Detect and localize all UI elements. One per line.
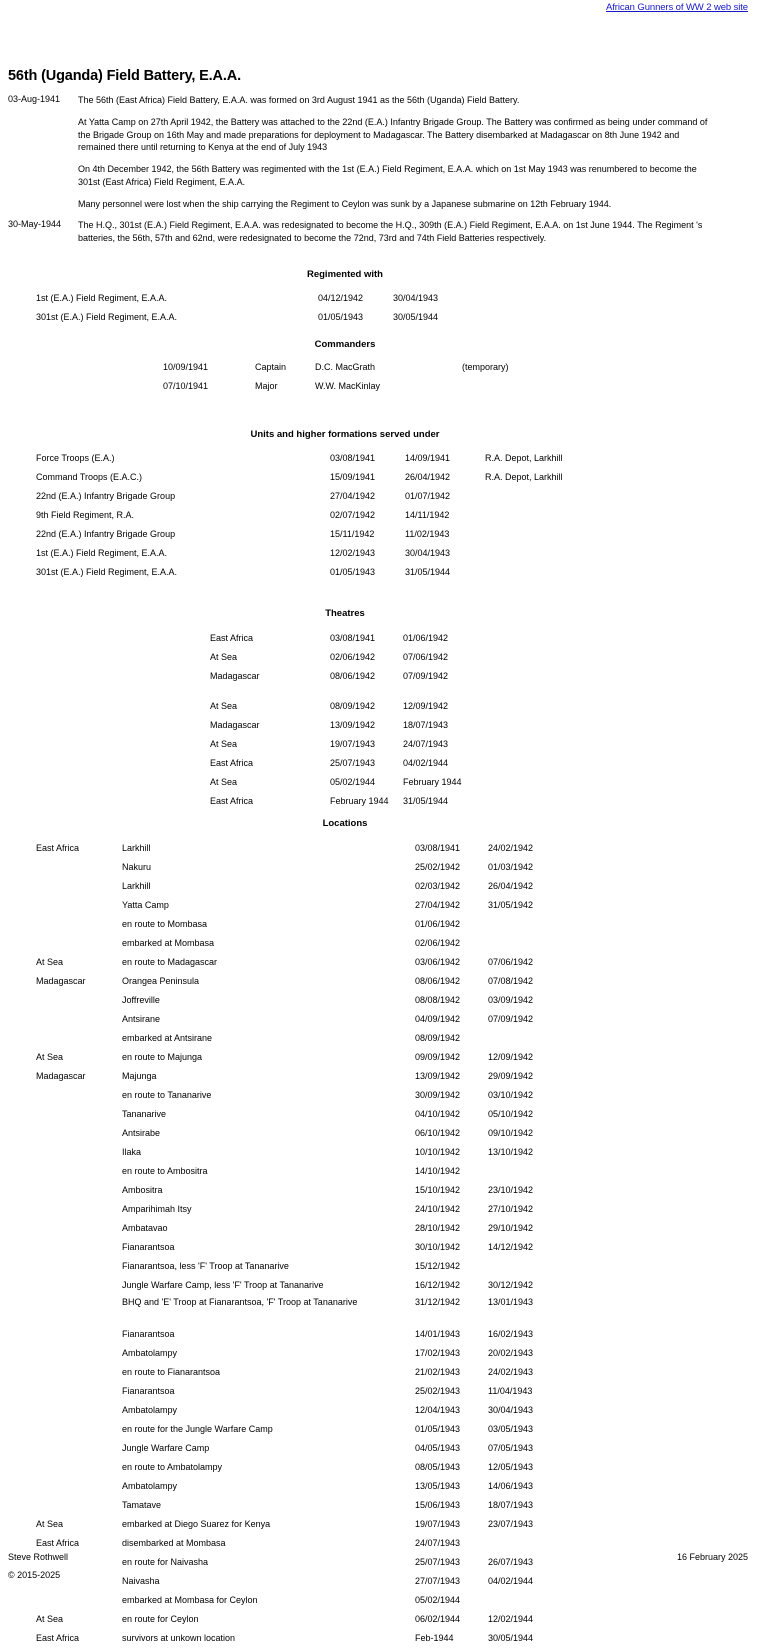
section-heading-regimented-with: Regimented with (306, 269, 383, 280)
date-from: 04/12/1942 (318, 293, 364, 303)
date-to: 23/10/1942 (488, 1185, 534, 1195)
location-row (0, 1382, 758, 1401)
date-from: 02/03/1942 (415, 881, 461, 891)
intro-paragraph: The 56th (East Africa) Field Battery, E.A.A. was formed on 3rd August 1941 as the 56th (Uganda) Field Battery. (78, 95, 520, 105)
location-row (0, 1086, 758, 1105)
location-theatre: At Sea (36, 957, 64, 967)
location-row (0, 915, 758, 934)
date-from: 08/09/1942 (330, 701, 376, 711)
location-row (0, 1420, 758, 1439)
date-to: 14/11/1942 (405, 510, 450, 520)
unit-row (0, 525, 758, 544)
date-from: 08/09/1942 (415, 1033, 461, 1043)
date-from: 13/09/1942 (415, 1071, 461, 1081)
location-place: embarked at Mombasa for Ceylon (122, 1595, 258, 1605)
location-row (0, 1067, 758, 1086)
location-row (0, 1553, 758, 1572)
intro-row (0, 94, 740, 107)
location-place: en route to Tananarive (122, 1090, 212, 1100)
date-from: 04/09/1942 (415, 1014, 461, 1024)
date-to: 07/06/1942 (403, 652, 449, 662)
location-row (0, 1496, 758, 1515)
intro-paragraph: At Yatta Camp on 27th April 1942, the Battery was attached to the 22nd (E.A.) Infantry Brigade Group. The Battery was confirmed as being under command of the Brigade Group on 16th May and made preparations for deployment to Madagascar. The Battery disembarked at Madagascar on 8th June 1942 and remained there until returning to Kenya at the end of July 1943 (78, 116, 708, 153)
intro-paragraph: On 4th December 1942, the 56th Battery was regimented with the 1st (E.A.) Field Regiment, E.A.A. which on 1st May 1943 was renumbered to become the 301st (East Africa) Field Regiment, E.A.A. (78, 164, 697, 187)
date-to: 07/08/1942 (488, 976, 534, 986)
date-from: 16/12/1942 (415, 1280, 461, 1290)
location-place: embarked at Mombasa (122, 938, 215, 948)
intro-row (0, 116, 740, 154)
theatre-row (0, 754, 758, 773)
theatre-name: At Sea (210, 777, 238, 787)
date-to: 16/02/1943 (488, 1329, 534, 1339)
theatre-name: East Africa (210, 758, 254, 768)
location-row (0, 1572, 758, 1591)
intro-paragraph: The H.Q., 301st (E.A.) Field Regiment, E.A.A. was redesignated to become the H.Q., 309th (E.A.) Field Regiment, E.A.A. on 1st June 1944. The Regiment 's batteries, the 56th, 57th and 62nd, were redesignated to become the 72nd, 73rd and 74th Field Batteries respectively. (78, 220, 703, 244)
date-from: 25/07/1943 (330, 758, 376, 768)
date-from: February 1944 (330, 796, 389, 806)
date-to: 30/05/1944 (393, 312, 439, 322)
regimented-with-table (0, 289, 758, 327)
location-place: Tamatave (122, 1500, 162, 1510)
location-row (0, 1534, 758, 1553)
date-from: 06/02/1944 (415, 1614, 461, 1624)
intro-row (0, 219, 740, 245)
location-place: survivors at unkown location (122, 1633, 236, 1643)
date-from: 03/06/1942 (415, 957, 461, 967)
location-theatre: East Africa (36, 1538, 80, 1548)
theatre-name: At Sea (210, 701, 238, 711)
location-place: Larkhill (122, 843, 151, 853)
location-place: en route to Fianarantsoa (122, 1367, 221, 1377)
date-to: 24/02/1942 (488, 843, 534, 853)
appointment-date: 10/09/1941 (163, 362, 209, 372)
location-place: Ambositra (122, 1185, 163, 1195)
date-from: 09/09/1942 (415, 1052, 461, 1062)
date-to: 31/05/1942 (488, 900, 534, 910)
location-place: Fianarantsoa (122, 1329, 175, 1339)
date-to: 11/02/1943 (405, 529, 450, 539)
location-place: Ambatolampy (122, 1481, 178, 1491)
intro-date: 03-Aug-1941 (8, 94, 61, 104)
location-theatre: Madagascar (36, 976, 86, 986)
date-from: 21/02/1943 (415, 1367, 461, 1377)
location-row (0, 1181, 758, 1200)
date-to: 12/09/1942 (403, 701, 449, 711)
date-to: 04/02/1944 (488, 1576, 534, 1586)
date-to: 26/04/1942 (405, 472, 451, 482)
commander-row (0, 377, 758, 396)
location-row (0, 1325, 758, 1344)
date-from: 10/10/1942 (415, 1147, 461, 1157)
date-to: 30/12/1942 (488, 1280, 534, 1290)
location-row (0, 1629, 758, 1648)
date-from: 31/12/1942 (415, 1297, 461, 1307)
site-link-container (606, 2, 748, 13)
date-from: 14/10/1942 (415, 1166, 461, 1176)
location-row (0, 1439, 758, 1458)
theatre-row (0, 716, 758, 735)
theatre-row (0, 735, 758, 754)
location-place: Larkhill (122, 881, 151, 891)
date-to: 18/07/1943 (403, 720, 449, 730)
date-from: 27/07/1943 (415, 1576, 461, 1586)
date-from: 19/07/1943 (415, 1519, 461, 1529)
date-from: 03/08/1941 (330, 453, 376, 463)
unit-row (0, 563, 758, 582)
date-to: 12/09/1942 (488, 1052, 534, 1062)
location-place: Antsirane (122, 1014, 161, 1024)
date-to: 31/05/1944 (403, 796, 449, 806)
location-place: Amparihimah Itsy (122, 1204, 192, 1214)
location-place: disembarked at Mombasa (122, 1538, 226, 1548)
location-row (0, 1219, 758, 1238)
location-row (0, 1257, 758, 1276)
date-to: 12/02/1944 (488, 1614, 534, 1624)
location-row (0, 991, 758, 1010)
section-heading-theatres: Theatres (325, 608, 365, 619)
location-place: Ilaka (122, 1147, 142, 1157)
location-place: Ambatolampy (122, 1405, 178, 1415)
location-place: en route to Majunga (122, 1052, 203, 1062)
location-theatre: East Africa (36, 1633, 80, 1643)
intro-date: 30-May-1944 (8, 219, 62, 230)
units-table (0, 449, 758, 582)
location-row (0, 1344, 758, 1363)
location-row (0, 1143, 758, 1162)
date-from: 24/10/1942 (415, 1204, 461, 1214)
regiment-name: 1st (E.A.) Field Regiment, E.A.A. (36, 293, 168, 303)
unit-row (0, 449, 758, 468)
location-place: en route to Madagascar (122, 957, 218, 967)
date-to: 31/05/1944 (405, 567, 451, 577)
date-to: 04/02/1944 (403, 758, 449, 768)
location-place: Orangea Peninsula (122, 976, 200, 986)
date-to: 03/10/1942 (488, 1090, 534, 1100)
location-row (0, 1295, 758, 1325)
date-to: 30/04/1943 (488, 1405, 534, 1415)
date-from: 02/06/1942 (415, 938, 461, 948)
date-from: 08/08/1942 (415, 995, 461, 1005)
date-to: 30/04/1943 (393, 293, 439, 303)
theatre-name: At Sea (210, 739, 238, 749)
date-to: 07/05/1943 (488, 1443, 534, 1453)
location-row (0, 1010, 758, 1029)
date-from: 14/01/1943 (415, 1329, 461, 1339)
date-from: 30/09/1942 (415, 1090, 461, 1100)
date-to: February 1944 (403, 777, 462, 787)
date-to: 30/04/1943 (405, 548, 451, 558)
location-place: en route to Mombasa (122, 919, 208, 929)
location-place: en route for Ceylon (122, 1614, 199, 1624)
date-to: 12/05/1943 (488, 1462, 534, 1472)
unit-name: 22nd (E.A.) Infantry Brigade Group (36, 491, 176, 501)
location-place: embarked at Antsirane (122, 1033, 213, 1043)
unit-name: 22nd (E.A.) Infantry Brigade Group (36, 529, 176, 539)
date-from: 30/10/1942 (415, 1242, 461, 1252)
appointment-date: 07/10/1941 (163, 381, 209, 391)
commander-note: (temporary) (462, 362, 509, 372)
theatre-row (0, 629, 758, 648)
theatre-row (0, 648, 758, 667)
location-place: en route for Naivasha (122, 1557, 209, 1567)
unit-row (0, 506, 758, 525)
location-place: Jungle Warfare Camp, less 'F' Troop at Tananarive (122, 1280, 324, 1290)
date-from: 15/09/1941 (330, 472, 376, 482)
commander-name: W.W. MacKinlay (315, 381, 381, 391)
unit-name: 301st (E.A.) Field Regiment, E.A.A. (36, 567, 178, 577)
date-from: 24/07/1943 (415, 1538, 461, 1548)
location-place: en route for the Jungle Warfare Camp (122, 1424, 273, 1434)
footer-copyright: © 2015-2025 (8, 1570, 61, 1580)
location-row (0, 1477, 758, 1496)
footer-left (8, 1552, 68, 1580)
date-to: 07/06/1942 (488, 957, 534, 967)
date-from: 03/08/1941 (330, 633, 376, 643)
location-row (0, 1162, 758, 1181)
location-place: Majunga (122, 1071, 157, 1081)
location-place: Nakuru (122, 862, 152, 872)
location-row (0, 1238, 758, 1257)
date-from: 25/07/1943 (415, 1557, 461, 1567)
location-row (0, 1591, 758, 1610)
unit-name: 9th Field Regiment, R.A. (36, 510, 135, 520)
date-from: 12/04/1943 (415, 1405, 461, 1415)
date-from: 04/10/1942 (415, 1109, 461, 1119)
location-row (0, 1048, 758, 1067)
theatres-table (0, 629, 758, 811)
commanders-table (0, 358, 758, 396)
theatre-name: Madagascar (210, 720, 260, 730)
theatre-name: At Sea (210, 652, 238, 662)
date-from: 13/05/1943 (415, 1481, 461, 1491)
date-from: 15/12/1942 (415, 1261, 461, 1271)
location-place: Naivasha (122, 1576, 160, 1586)
location-place: en route to Ambatolampy (122, 1462, 223, 1472)
date-from: 08/06/1942 (330, 671, 376, 681)
date-to: 18/07/1943 (488, 1500, 534, 1510)
location-row (0, 839, 758, 858)
unit-name: 1st (E.A.) Field Regiment, E.A.A. (36, 548, 168, 558)
location-place: Yatta Camp (122, 900, 169, 910)
date-to: 05/10/1942 (488, 1109, 534, 1119)
date-from: 19/07/1943 (330, 739, 376, 749)
location-row (0, 1029, 758, 1048)
date-from: 15/11/1942 (330, 529, 375, 539)
footer-author: Steve Rothwell (8, 1552, 69, 1562)
section-heading-units: Units and higher formations served under (250, 429, 440, 440)
date-to: 03/05/1943 (488, 1424, 534, 1434)
date-from: 08/05/1943 (415, 1462, 461, 1472)
date-to: 13/10/1942 (488, 1147, 534, 1157)
date-to: 13/01/1943 (488, 1297, 534, 1307)
date-from: Feb-1944 (415, 1633, 454, 1643)
date-from: 15/10/1942 (415, 1185, 461, 1195)
location-place: en route to Ambositra (122, 1166, 208, 1176)
theatre-name: Madagascar (210, 671, 260, 681)
location-row (0, 1200, 758, 1219)
date-from: 15/06/1943 (415, 1500, 461, 1510)
date-from: 02/07/1942 (330, 510, 376, 520)
date-from: 25/02/1942 (415, 862, 461, 872)
theatre-row (0, 697, 758, 716)
row-spacer (0, 686, 758, 697)
intro-block (0, 94, 740, 254)
theatre-name: East Africa (210, 633, 254, 643)
location-place: Joffreville (122, 995, 160, 1005)
date-from: 06/10/1942 (415, 1128, 461, 1138)
theatre-row (0, 792, 758, 811)
date-to: 20/02/1943 (488, 1348, 534, 1358)
date-from: 08/06/1942 (415, 976, 461, 986)
footer-date: 16 February 2025 (676, 1552, 748, 1562)
location-row (0, 1124, 758, 1143)
date-from: 01/05/1943 (415, 1424, 461, 1434)
date-from: 27/04/1942 (330, 491, 376, 501)
location-place: Fianarantsoa (122, 1242, 175, 1252)
unit-name: Command Troops (E.A.C.) (36, 472, 143, 482)
date-to: 30/05/1944 (488, 1633, 534, 1643)
unit-name: Force Troops (E.A.) (36, 453, 115, 463)
date-to: 14/12/1942 (488, 1242, 534, 1252)
location-place: BHQ and 'E' Troop at Fianarantsoa, 'F' Troop at Tananarive (122, 1297, 358, 1307)
location-row (0, 1515, 758, 1534)
section-heading-commanders: Commanders (314, 339, 376, 350)
date-from: 01/05/1943 (318, 312, 364, 322)
date-to: 23/07/1943 (488, 1519, 534, 1529)
unit-note: R.A. Depot, Larkhill (485, 472, 563, 482)
date-from: 04/05/1943 (415, 1443, 461, 1453)
location-place: Antsirabe (122, 1128, 161, 1138)
rank: Captain (255, 362, 287, 372)
date-to: 29/09/1942 (488, 1071, 534, 1081)
location-place: Tananarive (122, 1109, 167, 1119)
rank: Major (255, 381, 278, 391)
locations-table (0, 839, 758, 1648)
intro-row (0, 198, 740, 211)
location-theatre: East Africa (36, 843, 80, 853)
date-to: 11/04/1943 (488, 1386, 533, 1396)
location-place: Fianarantsoa, less 'F' Troop at Tananarive (122, 1261, 289, 1271)
theatre-name: East Africa (210, 796, 254, 806)
location-row (0, 1401, 758, 1420)
date-to: 14/06/1943 (488, 1481, 534, 1491)
date-to: 01/07/1942 (405, 491, 451, 501)
commander-name: D.C. MacGrath (315, 362, 376, 372)
location-theatre: Madagascar (36, 1071, 86, 1081)
location-row (0, 896, 758, 915)
location-theatre: At Sea (36, 1519, 64, 1529)
page-title: 56th (Uganda) Field Battery, E.A.A. (8, 67, 241, 84)
location-theatre: At Sea (36, 1614, 64, 1624)
date-from: 05/02/1944 (415, 1595, 461, 1605)
location-row (0, 877, 758, 896)
location-place: Fianarantsoa (122, 1386, 175, 1396)
regimented-with-row (0, 308, 758, 327)
date-from: 13/09/1942 (330, 720, 376, 730)
location-place: Ambatolampy (122, 1348, 178, 1358)
date-to: 03/09/1942 (488, 995, 534, 1005)
date-to: 26/07/1943 (488, 1557, 534, 1567)
date-from: 28/10/1942 (415, 1223, 461, 1233)
date-to: 14/09/1941 (405, 453, 451, 463)
theatre-row (0, 773, 758, 792)
date-to: 29/10/1942 (488, 1223, 534, 1233)
date-to: 01/03/1942 (488, 862, 534, 872)
regimented-with-row (0, 289, 758, 308)
date-from: 25/02/1943 (415, 1386, 461, 1396)
intro-paragraph: Many personnel were lost when the ship carrying the Regiment to Ceylon was sunk by a Japanese submarine on 12th February 1944. (78, 198, 612, 209)
date-to: 07/09/1942 (488, 1014, 534, 1024)
unit-row (0, 544, 758, 563)
location-place: embarked at Diego Suarez for Kenya (122, 1519, 271, 1529)
date-from: 02/06/1942 (330, 652, 376, 662)
location-theatre: At Sea (36, 1052, 64, 1062)
location-row (0, 1363, 758, 1382)
unit-note: R.A. Depot, Larkhill (485, 453, 563, 463)
date-to: 07/09/1942 (403, 671, 449, 681)
location-row (0, 858, 758, 877)
theatre-row (0, 667, 758, 686)
date-from: 01/05/1943 (330, 567, 376, 577)
date-from: 12/02/1943 (330, 548, 376, 558)
location-place: Jungle Warfare Camp (122, 1443, 210, 1453)
african-gunners-site-link[interactable]: African Gunners of WW 2 web site (606, 2, 748, 13)
location-row (0, 1276, 758, 1295)
date-to: 24/02/1943 (488, 1367, 534, 1377)
unit-row (0, 487, 758, 506)
date-from: 27/04/1942 (415, 900, 461, 910)
location-row (0, 934, 758, 953)
unit-row (0, 468, 758, 487)
date-to: 01/06/1942 (403, 633, 449, 643)
date-to: 26/04/1942 (488, 881, 534, 891)
date-to: 27/10/1942 (488, 1204, 534, 1214)
location-row (0, 1610, 758, 1629)
location-row (0, 972, 758, 991)
date-from: 03/08/1941 (415, 843, 461, 853)
location-row (0, 953, 758, 972)
section-heading-locations: Locations (322, 818, 368, 829)
intro-row (0, 163, 740, 189)
date-from: 01/06/1942 (415, 919, 461, 929)
commander-row (0, 358, 758, 377)
date-from: 17/02/1943 (415, 1348, 461, 1358)
location-row (0, 1458, 758, 1477)
regiment-name: 301st (E.A.) Field Regiment, E.A.A. (36, 312, 178, 322)
location-place: Ambatavao (122, 1223, 168, 1233)
date-from: 05/02/1944 (330, 777, 376, 787)
date-to: 09/10/1942 (488, 1128, 534, 1138)
location-row (0, 1105, 758, 1124)
date-to: 24/07/1943 (403, 739, 449, 749)
